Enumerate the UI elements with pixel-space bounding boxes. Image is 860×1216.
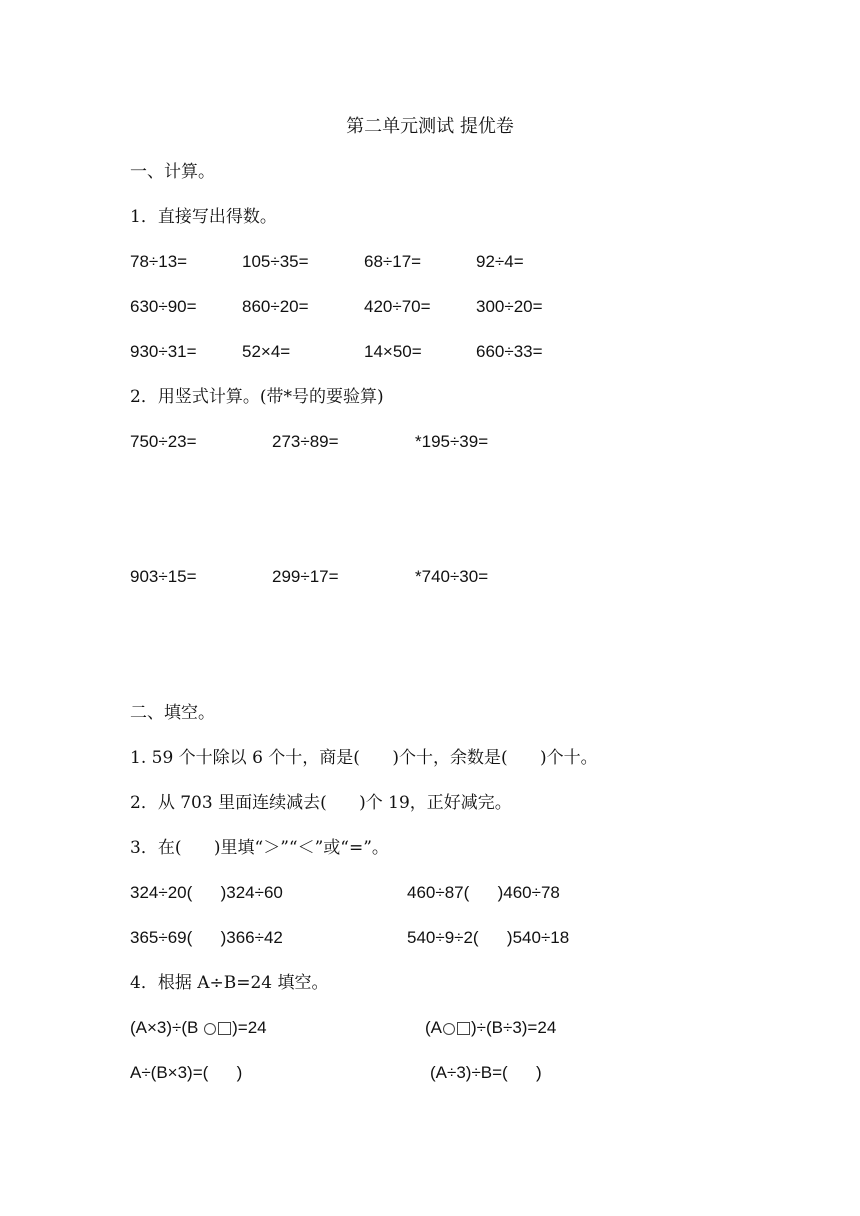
equation-part: (A×3)÷(B	[130, 1018, 204, 1037]
comparison-expression: 460÷87( )460÷78	[407, 883, 560, 902]
expression: 14×50=	[364, 342, 422, 361]
page-title: 第二单元测试 提优卷	[346, 116, 514, 137]
square-placeholder-icon	[457, 1022, 470, 1035]
section-heading-fill-blanks: 二、填空。	[130, 703, 215, 723]
expression: *740÷30=	[415, 567, 489, 586]
question-text: 1. 59 个十除以 6 个十，商是( )个十，余数是( )个十。	[130, 748, 598, 768]
equation-part: )÷(B÷3)=24	[471, 1018, 557, 1037]
equation-with-symbols	[130, 1017, 267, 1039]
circle-placeholder-icon	[204, 1023, 216, 1035]
expression: 660÷33=	[476, 342, 543, 361]
expression: 930÷31=	[130, 342, 197, 361]
expression: 860÷20=	[242, 297, 309, 316]
expression: *195÷39=	[415, 432, 489, 451]
expression: 750÷23=	[130, 432, 197, 451]
equation-with-symbols	[425, 1017, 556, 1039]
equation: (A÷3)÷B=( )	[430, 1063, 542, 1082]
expression: 52×4=	[242, 342, 291, 361]
question-label: 1．直接写出得数。	[130, 207, 277, 227]
comparison-expression: 365÷69( )366÷42	[130, 928, 283, 947]
question-label: 4．根据 A÷B=24 填空。	[130, 973, 329, 993]
square-placeholder-icon	[218, 1022, 231, 1035]
question-label: 2．用竖式计算。(带*号的要验算)	[130, 387, 384, 407]
expression: 92÷4=	[476, 252, 524, 271]
circle-placeholder-icon	[443, 1023, 455, 1035]
expression: 300÷20=	[476, 297, 543, 316]
equation-part: )=24	[232, 1018, 267, 1037]
expression: 630÷90=	[130, 297, 197, 316]
comparison-expression: 540÷9÷2( )540÷18	[407, 928, 570, 947]
expression: 903÷15=	[130, 567, 197, 586]
expression: 420÷70=	[364, 297, 431, 316]
expression: 273÷89=	[272, 432, 339, 451]
comparison-expression: 324÷20( )324÷60	[130, 883, 283, 902]
question-label: 3．在( )里填“＞”“＜”或“=”。	[130, 838, 389, 858]
section-heading-calculation: 一、计算。	[130, 162, 215, 182]
expression: 68÷17=	[364, 252, 422, 271]
equation: A÷(B×3)=( )	[130, 1063, 243, 1082]
expression: 105÷35=	[242, 252, 309, 271]
equation-part: (A	[425, 1018, 442, 1037]
question-text: 2．从 703 里面连续减去( )个 19，正好减完。	[130, 793, 512, 813]
expression: 299÷17=	[272, 567, 339, 586]
expression: 78÷13=	[130, 252, 188, 271]
